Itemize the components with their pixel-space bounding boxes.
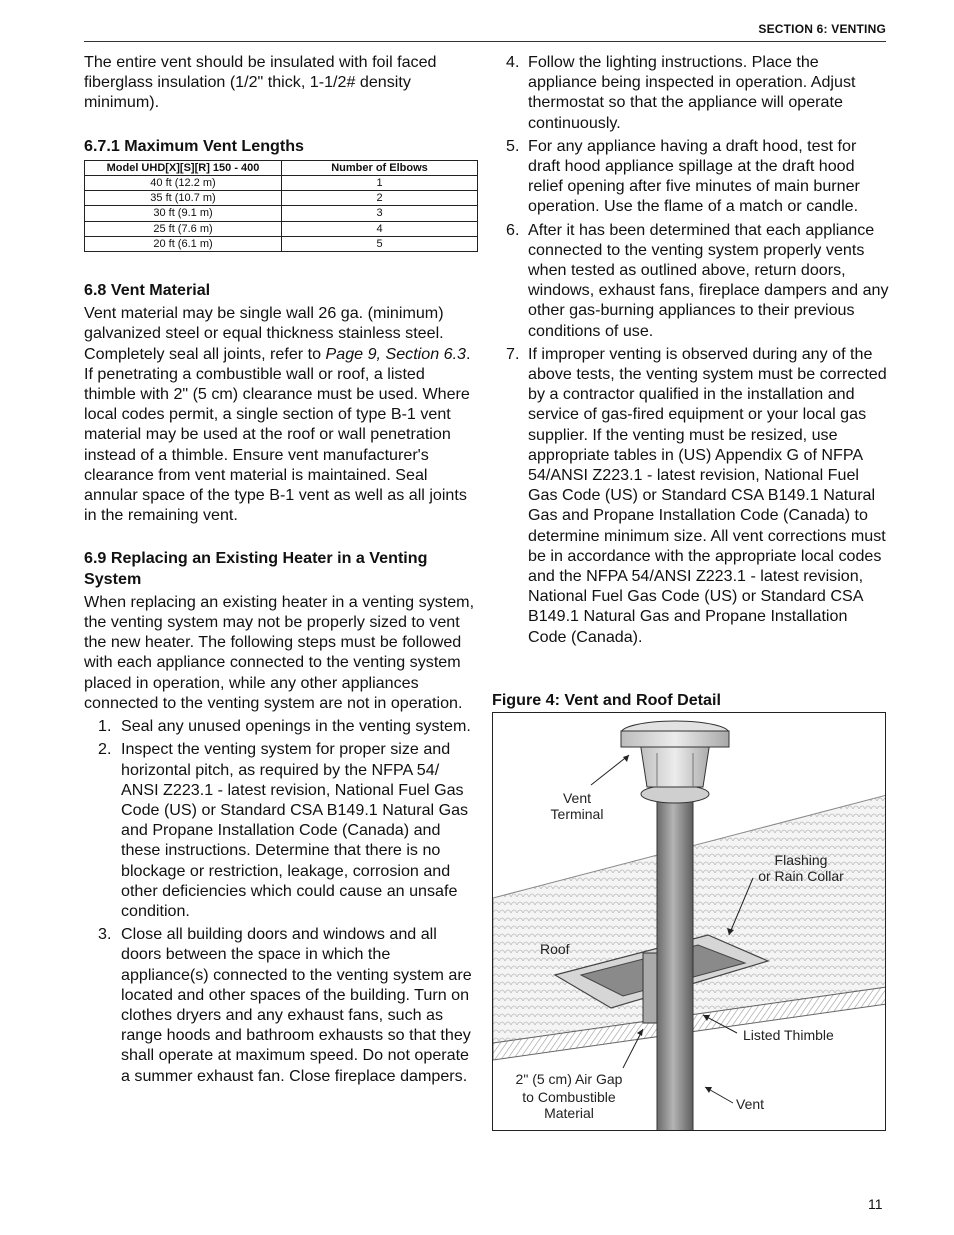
table-header-model: Model UHD[X][S][R] 150 - 400 — [85, 160, 282, 175]
left-steps-list — [84, 716, 478, 1086]
vent-material-paragraph: Vent material may be single wall 26 ga. (minimum) galvanized steel or equal thickness stainless steel. Completely seal all joints, refer to Page 9, Section 6.3. — [84, 304, 471, 363]
list-item: 5. For any appliance having a draft hood, test for draft hood appliance spillage at the draft hood relief opening after five minutes of main burner operation. Use the flame of a match or candle. — [506, 136, 860, 216]
section-header: SECTION 6: VENTING — [758, 22, 886, 36]
table-cell-elbows: 5 — [282, 236, 478, 251]
vent-length-table — [84, 160, 478, 252]
label-air-gap: to Combustible — [522, 1089, 616, 1105]
label-roof: Roof — [540, 941, 570, 957]
heading-6-8: 6.8 Vent Material — [84, 281, 211, 300]
label-air-gap: Material — [544, 1105, 594, 1121]
list-item: 3. Close all building doors and windows and all doors between the space in which the appliance(s) connected to the venting system are located and other spaces of the building. Turn on clothes dryers and any exhaust fans, such as range hoods and bathroom exhausts so that they shall operate at maximum speed. Do not operate a summer exhaust fan. Close fireplace dampers. — [98, 925, 472, 1085]
table-header-elbows: Number of Elbows — [282, 160, 478, 175]
table-cell-length: 40 ft (12.2 m) — [85, 176, 282, 191]
table-cell-elbows: 4 — [282, 221, 478, 236]
table-cell-elbows: 1 — [282, 176, 478, 191]
right-column — [506, 52, 890, 647]
list-item: 6. After it has been determined that each appliance connected to the venting system properly vents when tested as outlined above, return doors, windows, exhaust fans, fireplace dampers and any other gas-burning appliances to their previous conditions of use. — [506, 220, 889, 340]
section-reference-link[interactable]: Page 9, Section 6.3 — [325, 344, 466, 363]
heading-6-7-1: 6.7.1 Maximum Vent Lengths — [84, 136, 305, 155]
table-cell-length: 20 ft (6.1 m) — [85, 236, 282, 251]
table-cell-length: 25 ft (7.6 m) — [85, 221, 282, 236]
vent-pipe — [657, 783, 693, 1131]
table-row — [85, 191, 478, 206]
storm-collar — [641, 785, 709, 803]
list-item: 1. Seal any unused openings in the venting system. — [98, 717, 471, 736]
table-row — [85, 236, 478, 251]
label-air-gap: 2" (5 cm) Air Gap — [515, 1071, 623, 1087]
table-header-row — [85, 160, 478, 175]
vent-roof-illustration — [493, 713, 886, 1131]
heading-6-9: 6.9 Replacing an Existing Heater in a Venting System — [84, 549, 428, 588]
table-cell-elbows: 2 — [282, 191, 478, 206]
list-item: 2. Inspect the venting system for proper size and horizontal pitch, as required by the NFPA 54/ ANSI Z223.1 - latest revision, National Fuel Gas Code (US) or Standard CSA B149.1 Natural Gas and Propane Installation Code (Canada) and these instructions. Determine that there is no blockage or restriction, leakage, corrosion and other deficiencies which could cause an unsafe condition. — [98, 740, 469, 920]
table-row — [85, 176, 478, 191]
label-flashing: Flashing — [774, 852, 828, 868]
label-vent: Vent — [736, 1096, 765, 1112]
table-cell-length: 30 ft (9.1 m) — [85, 206, 282, 221]
vent-roof-figure — [492, 712, 886, 1131]
label-vent-terminal: Vent — [562, 790, 592, 806]
right-steps-list — [506, 52, 890, 647]
label-flashing: or Rain Collar — [758, 868, 844, 884]
label-vent-terminal: Terminal — [550, 806, 604, 822]
vent-terminal-rim — [621, 731, 729, 747]
figure-title: Figure 4: Vent and Roof Detail — [492, 691, 721, 709]
left-column — [84, 52, 478, 1086]
thimble-paragraph: If penetrating a combustible wall or roof, a listed thimble with 2" (5 cm) clearance must be used. Where local codes permit, a single section of type B-1 vent material may be used at the roof or wall penetration instead of a thimble. Ensure vent manufacturer's clearance from vent material is maintained. Seal annular space of the type B-1 vent as well as all joints in the remaining vent. — [84, 364, 470, 525]
label-listed-thimble: Listed Thimble — [743, 1027, 834, 1043]
header-rule — [84, 41, 886, 42]
list-item: 4. Follow the lighting instructions. Place the appliance being inspected in operation. Adjust thermostat so that the appliance will operate continuously. — [506, 53, 856, 132]
list-item: 7. If improper venting is observed during any of the above tests, the venting system must be corrected by a contractor qualified in the installation and service of gas-fired equipment or your local gas supplier. If the venting must be resized, use appropriate tables in (US) Appendix G of NFPA 54/ANSI Z223.1 - latest revision, National Fuel Gas Code (US) or Standard CSA B149.1 Natural Gas and Propane Installation Code (Canada) to determine minimum size. All vent corrections must be in accordance with the appropriate local codes and the NFPA 54/ANSI Z223.1 - latest revision, National Fuel Gas Code (US) or Standard CSA B149.1 Natural Gas and Propane Installation Code (Canada). — [506, 344, 887, 646]
replacing-heater-intro: When replacing an existing heater in a venting system, the venting system may not be properly sized to vent the new heater. The following steps must be followed with each appliance connected to the venting system placed in operation, while any other appliances connected to the venting system are not in operation. — [84, 592, 475, 712]
table-row — [85, 206, 478, 221]
table-row — [85, 221, 478, 236]
insulation-intro: The entire vent should be insulated with foil faced fiberglass insulation (1/2" thick, 1-1/2# density minimum). — [84, 53, 437, 112]
table-cell-length: 35 ft (10.7 m) — [85, 191, 282, 206]
page-number: 11 — [868, 1196, 883, 1212]
table-cell-elbows: 3 — [282, 206, 478, 221]
